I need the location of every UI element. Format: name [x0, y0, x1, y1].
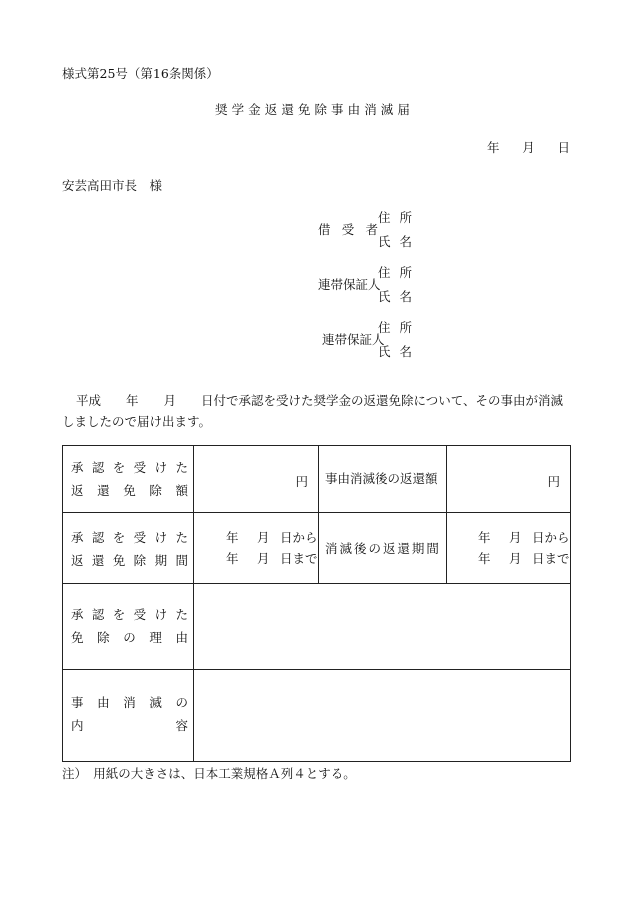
- title-char: 由: [347, 102, 361, 117]
- label-char: 承: [71, 607, 84, 622]
- label-char: 除: [97, 630, 110, 645]
- submission-date: [487, 142, 570, 155]
- label-char: 返: [382, 541, 396, 556]
- date-day-label: 日: [557, 140, 570, 155]
- label-char: た: [175, 530, 188, 545]
- guarantor1-name-label: [378, 291, 412, 304]
- label-char: を: [112, 460, 126, 475]
- title-char: 除: [314, 102, 327, 117]
- exemption-form-table: [62, 445, 571, 762]
- table-row-divider: [63, 583, 570, 584]
- label-char: 由: [97, 695, 110, 710]
- label-char: 免: [71, 630, 84, 645]
- label-char: け: [154, 530, 168, 545]
- period-year-label: 年: [478, 551, 491, 566]
- exemption-reason-field[interactable]: [195, 585, 569, 667]
- label-char: 受: [133, 460, 147, 475]
- paper-size-note: 注） 用紙の大きさは、日本工業規格Ａ列４とする。: [62, 766, 356, 781]
- label-char: 消: [325, 541, 338, 556]
- label-char: た: [175, 460, 188, 475]
- period-year-label: 年: [478, 530, 491, 545]
- table-column-divider: [318, 446, 319, 583]
- period-until-label: 日まで: [532, 551, 570, 566]
- label-char: 名: [399, 344, 412, 359]
- exemption-reason-label: [71, 603, 188, 649]
- label-char: 事: [71, 695, 84, 710]
- label-char: た: [175, 607, 188, 622]
- label-char: 住: [378, 265, 391, 280]
- label-char: 消: [123, 695, 136, 710]
- guarantor2-name-label: [378, 346, 412, 359]
- label-char: の: [368, 541, 381, 556]
- label-char: 額: [175, 483, 188, 498]
- table-row-divider: [63, 669, 570, 670]
- label-char: 還: [91, 553, 105, 568]
- label-char: 還: [397, 541, 410, 556]
- label-char: 認: [91, 530, 105, 545]
- document-title: [215, 104, 410, 117]
- period-year-label: 年: [226, 530, 239, 545]
- period-from-label: 日から: [280, 530, 318, 545]
- label-char: 除: [149, 483, 162, 498]
- label-char: 認: [91, 607, 105, 622]
- label-char: を: [112, 607, 126, 622]
- form-number: 様式第25号（第16条関係）: [62, 66, 219, 81]
- label-char: 滅: [149, 695, 162, 710]
- label-char: 除: [133, 553, 147, 568]
- label-char: 返: [71, 553, 84, 568]
- title-char: 滅: [380, 102, 394, 117]
- title-char: 奨: [215, 102, 228, 117]
- post-extinction-amount-label: 事由消滅後の返還額: [325, 471, 438, 486]
- borrower-role-label: [318, 224, 378, 237]
- post-extinction-period-field[interactable]: [478, 527, 570, 569]
- label-char: 承: [71, 460, 84, 475]
- label-char: 期: [154, 553, 168, 568]
- period-year-label: 年: [226, 551, 239, 566]
- addressee: 安芸高田市長 様: [62, 178, 163, 193]
- label-char: 間: [175, 553, 188, 568]
- title-char: 免: [297, 102, 311, 117]
- approved-exemption-amount-label: [71, 456, 188, 502]
- borrower-name-label: [378, 236, 412, 249]
- label-char: 氏: [378, 344, 391, 359]
- label-char: 借: [318, 222, 331, 237]
- label-char: 返: [71, 483, 84, 498]
- label-char: 所: [399, 210, 412, 225]
- label-char: 者: [365, 222, 378, 237]
- guarantor1-address-label: [378, 267, 412, 280]
- label-char: け: [154, 607, 168, 622]
- period-month-label: 月: [257, 551, 270, 566]
- guarantor2-role-label: 連帯保証人: [322, 332, 385, 347]
- title-char: 返: [264, 102, 278, 117]
- approved-exemption-period-label: [71, 526, 188, 572]
- title-char: 事: [331, 102, 344, 117]
- label-char: 受: [341, 222, 355, 237]
- label-char: け: [154, 460, 168, 475]
- table-column-divider: [446, 446, 447, 583]
- date-year-label: 年: [487, 140, 500, 155]
- label-char: 名: [399, 289, 412, 304]
- label-char: 住: [378, 320, 391, 335]
- date-month-label: 月: [522, 140, 535, 155]
- borrower-address-label: [378, 212, 412, 225]
- declaration-text: 平成 年 月 日付で承認を受けた奨学金の返還免除について、その事由が消滅しましたので届け出ます。: [62, 393, 564, 429]
- title-char: 届: [397, 102, 410, 117]
- label-char: 免: [112, 553, 126, 568]
- label-char: 後: [353, 541, 367, 556]
- label-char: 由: [175, 630, 188, 645]
- label-char: を: [112, 530, 126, 545]
- label-char: 認: [91, 460, 105, 475]
- label-char: の: [175, 695, 188, 710]
- title-char: 消: [364, 102, 377, 117]
- label-char: 所: [399, 320, 412, 335]
- label-char: 所: [399, 265, 412, 280]
- approved-period-field[interactable]: [226, 527, 318, 569]
- title-char: 還: [281, 102, 294, 117]
- label-char: 期: [411, 541, 425, 556]
- table-column-divider: [193, 446, 194, 761]
- label-char: 理: [149, 630, 162, 645]
- label-char: 受: [133, 607, 147, 622]
- extinction-details-label: [71, 691, 188, 737]
- label-char: 氏: [378, 289, 391, 304]
- post-extinction-period-label: [325, 543, 439, 556]
- label-char: 内: [71, 718, 84, 733]
- label-char: 氏: [378, 234, 391, 249]
- period-month-label: 月: [509, 530, 522, 545]
- period-month-label: 月: [509, 551, 522, 566]
- title-char: 金: [248, 102, 261, 117]
- approved-amount-field[interactable]: 円: [295, 474, 308, 489]
- label-char: 還: [97, 483, 110, 498]
- guarantor1-role-label: 連帯保証人: [318, 277, 381, 292]
- label-char: 住: [378, 210, 391, 225]
- table-row-divider: [63, 512, 570, 513]
- label-char: 受: [133, 530, 147, 545]
- extinction-details-field[interactable]: [195, 671, 569, 760]
- label-char: 滅: [339, 541, 352, 556]
- label-char: 免: [123, 483, 136, 498]
- label-char: 名: [399, 234, 412, 249]
- label-char: 容: [175, 718, 188, 733]
- label-char: 間: [426, 541, 439, 556]
- period-until-label: 日まで: [280, 551, 318, 566]
- title-char: 学: [231, 102, 245, 117]
- label-char: の: [123, 630, 136, 645]
- post-extinction-amount-field[interactable]: 円: [547, 474, 560, 489]
- period-from-label: 日から: [532, 530, 570, 545]
- period-month-label: 月: [257, 530, 270, 545]
- label-char: 承: [71, 530, 84, 545]
